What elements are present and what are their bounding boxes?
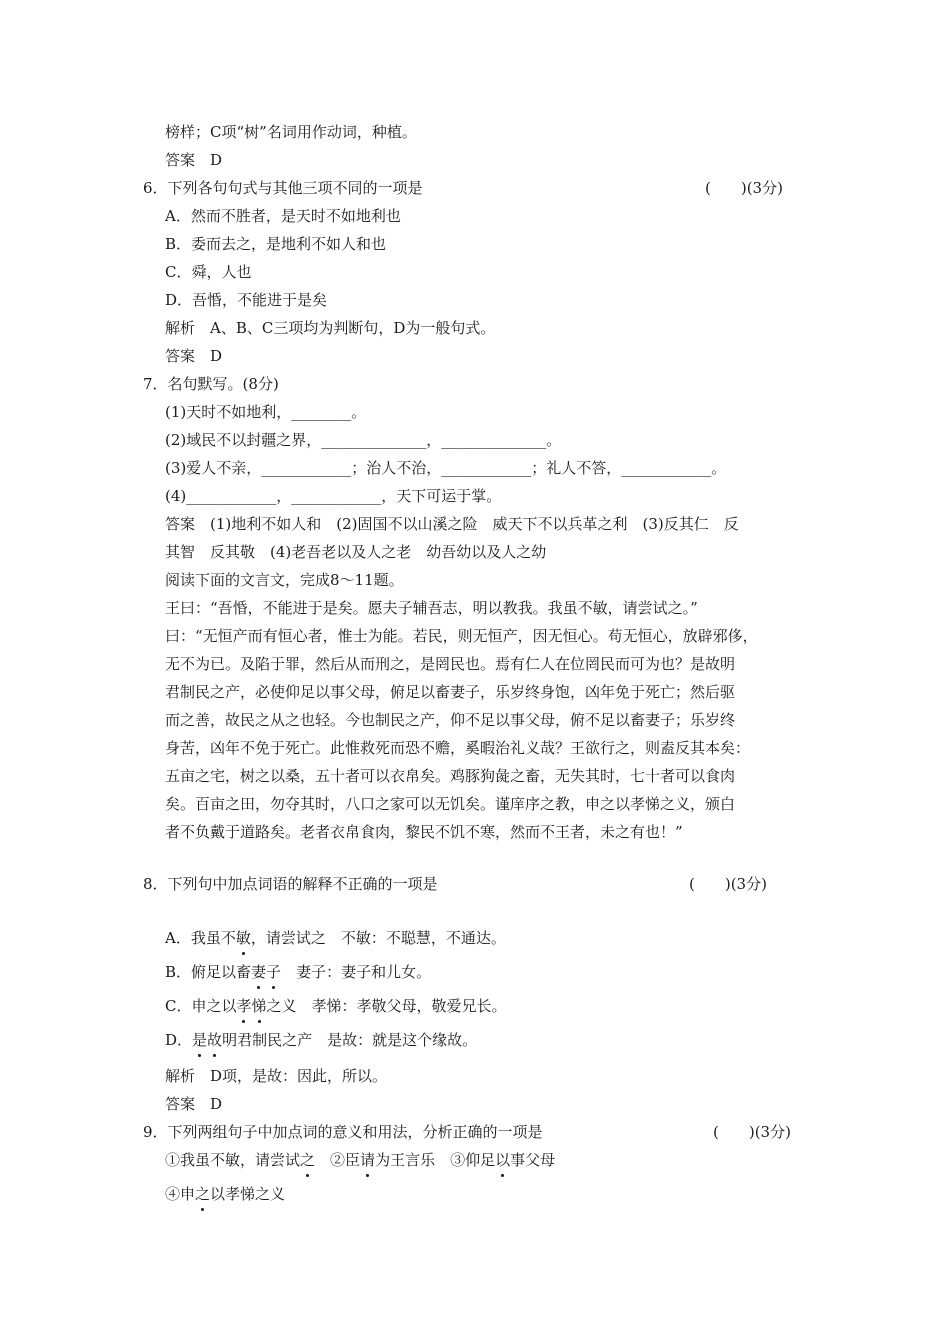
emphasis-dot-char: 孝 [236,997,252,1015]
q8-option-d: D．是故明君制民之产 是故：就是这个缘故。 [165,1031,478,1049]
question-9: 9．下列两组句子中加点词的意义和用法，分析正确的一项是 [143,1123,543,1141]
q6-option-b: B．委而去之，是地利不如人和也 [165,235,387,253]
q8-analysis: 解析 D项，是故：因此，所以。 [165,1067,388,1085]
text-line: 榜样；C项“树”名词用作动词，种植。 [165,123,417,141]
q8-option-c: C．申之以孝悌之义 孝悌：孝敬父母，敬爱兄长。 [165,997,507,1015]
passage-line: 五亩之宅，树之以桑，五十者可以衣帛矣。鸡豚狗彘之畜，无失其时，七十者可以食肉 [165,767,736,785]
q7-answer-line-2: 其智 反其敬 (4)老吾老以及人之老 幼吾幼以及人之幼 [165,543,547,561]
passage-line: 者不负戴于道路矣。老者衣帛食肉，黎民不饥不寒，然而不王者，未之有也！” [165,823,683,841]
emphasis-dot-char: 悌 [251,997,267,1015]
passage-line: 君制民之产，必使仰足以事父母，俯足以畜妻子，乐岁终身饱，凶年免于死亡；然后驱 [165,683,736,701]
q8-answer: 答案 D [165,1095,223,1113]
q6-option-d: D．吾惛，不能进于是矣 [165,291,328,309]
emphasis-dot-char: 之 [195,1185,211,1203]
emphasis-dot-char: 之 [300,1151,316,1169]
q7-item-4: (4)____________，____________，天下可运于掌。 [165,487,502,505]
q8-option-a: A．我虽不敏，请尝试之 不敏：不聪慧，不通达。 [165,929,506,947]
question-8-score: ( )(3分) [689,875,767,893]
emphasis-dot-char: 是 [192,1031,208,1049]
q9-sentences-line-2: ④申之以孝悌之义 [165,1185,286,1203]
passage-line: 而之善，故民之从之也轻。今也制民之产，仰不足以事父母，俯不足以畜妻子；乐岁终 [165,711,736,729]
emphasis-dot-char: 子 [266,963,282,981]
question-7: 7．名句默写。(8分) [143,375,279,393]
q6-answer: 答案 D [165,347,223,365]
q6-option-c: C．舜，人也 [165,263,252,281]
question-8: 8．下列句中加点词语的解释不正确的一项是 [143,875,438,893]
q7-answer-line-1: 答案 (1)地利不如人和 (2)固国不以山溪之险 威天下不以兵革之利 (3)反其仁 反 [165,515,739,533]
passage-line: 王曰：“吾惛，不能进于是矣。愿夫子辅吾志，明以教我。我虽不敏，请尝试之。” [165,599,698,617]
answer-line: 答案 D [165,151,223,169]
passage-line: 身苦，凶年不免于死亡。此惟救死而恐不赡，奚暇治礼义哉？王欲行之，则盍反其本矣： [165,739,751,757]
passage-line: 曰：“无恒产而有恒心者，惟士为能。若民，则无恒产，因无恒心。苟无恒心，放辟邪侈， [165,627,758,645]
q7-item-2: (2)域民不以封疆之界，______________，______________。 [165,431,562,449]
emphasis-dot-char: 妻 [251,963,267,981]
q7-item-3: (3)爱人不亲，____________；治人不治，____________；礼人不答，____________。 [165,459,727,477]
reading-instruction: 阅读下面的文言文，完成8～11题。 [165,571,404,589]
emphasis-dot-char: 故 [207,1031,223,1049]
question-6-score: ( )(3分) [705,179,783,197]
passage-line: 矣。百亩之田，勿夺其时，八口之家可以无饥矣。谨庠序之教，申之以孝悌之义，颁白 [165,795,736,813]
emphasis-dot-char: 请 [360,1151,376,1169]
emphasis-dot-char: 以 [495,1151,511,1169]
passage-line: 无不为已。及陷于罪，然后从而刑之，是罔民也。焉有仁人在位罔民而可为也？是故明 [165,655,736,673]
q8-option-b: B．俯足以畜妻子 妻子：妻子和儿女。 [165,963,432,981]
q9-sentences-line-1: ①我虽不敏，请尝试之 ②臣请为王言乐 ③仰足以事父母 [165,1151,556,1169]
q6-option-a: A．然而不胜者，是天时不如地利也 [165,207,401,225]
question-9-score: ( )(3分) [713,1123,791,1141]
question-6: 6．下列各句句式与其他三项不同的一项是 [143,179,423,197]
q7-item-1: (1)天时不如地利，________。 [165,403,367,421]
q6-analysis: 解析 A、B、C三项均为判断句，D为一般句式。 [165,319,496,337]
emphasis-dot-char: 敏 [235,929,251,947]
